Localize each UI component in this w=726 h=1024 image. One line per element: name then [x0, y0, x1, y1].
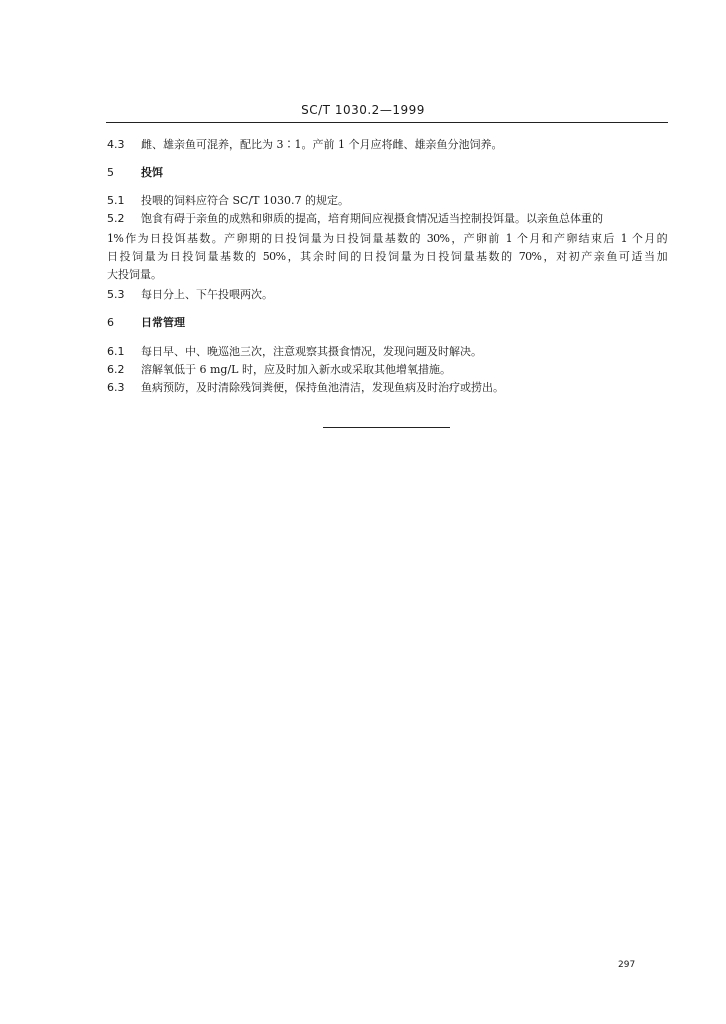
clause-5-2-line-1: [107, 212, 667, 226]
clause-5-2-line-3: 日投饲量为日投饲量基数的 50%，其余时间的日投饲量为日投饲量基数的 70%，对初产亲鱼可适当加: [107, 250, 667, 263]
clause-number: 6.3: [107, 381, 125, 394]
clause-number: 4.3: [107, 138, 125, 151]
section-title: 投饵: [141, 166, 163, 179]
clause-text: 投喂的饲料应符合 SC/T 1030.7 的规定。: [141, 194, 349, 207]
clause-number: 6.2: [107, 363, 125, 376]
clause-text: 雌、雄亲鱼可混养，配比为 3∶1。产前 1 个月应将雌、雄亲鱼分池饲养。: [141, 138, 503, 151]
clause-6-1: [107, 345, 667, 359]
section-number: 5: [107, 166, 114, 179]
clause-text: 每日分上、下午投喂两次。: [141, 288, 273, 301]
clause-5-3: [107, 288, 667, 302]
header-rule: [106, 122, 668, 123]
section-6-heading: [107, 316, 667, 330]
clause-5-2-line-4: 大投饲量。: [107, 268, 162, 281]
section-number: 6: [107, 316, 114, 329]
clause-text: 溶解氧低于 6 mg/L 时，应及时加入新水或采取其他增氧措施。: [141, 363, 451, 376]
clause-number: 6.1: [107, 345, 125, 358]
section-5-heading: [107, 166, 667, 180]
clause-text: 饱食有碍于亲鱼的成熟和卵质的提高，培育期间应视摄食情况适当控制投饵量。以亲鱼总体重的: [141, 212, 603, 225]
section-title: 日常管理: [141, 316, 185, 329]
end-of-document-rule: [323, 427, 450, 428]
clause-6-2: [107, 363, 667, 377]
clause-text: 鱼病预防，及时清除残饲粪便，保持鱼池清洁，发现鱼病及时治疗或捞出。: [141, 381, 504, 394]
clause-4-3: [107, 138, 667, 152]
clause-number: 5.1: [107, 194, 125, 207]
clause-text: 每日早、中、晚巡池三次，注意观察其摄食情况，发现问题及时解决。: [141, 345, 482, 358]
clause-number: 5.2: [107, 212, 125, 225]
clause-5-2-line-2: 1%作为日投饵基数。产卵期的日投饲量为日投饲量基数的 30%，产卵前 1 个月和产卵结束后 1 个月的: [107, 232, 667, 245]
clause-5-1: [107, 194, 667, 208]
clause-6-3: [107, 381, 667, 395]
standard-code-header: SC/T 1030.2—1999: [301, 103, 425, 117]
page-number: 297: [618, 960, 636, 970]
clause-number: 5.3: [107, 288, 125, 301]
